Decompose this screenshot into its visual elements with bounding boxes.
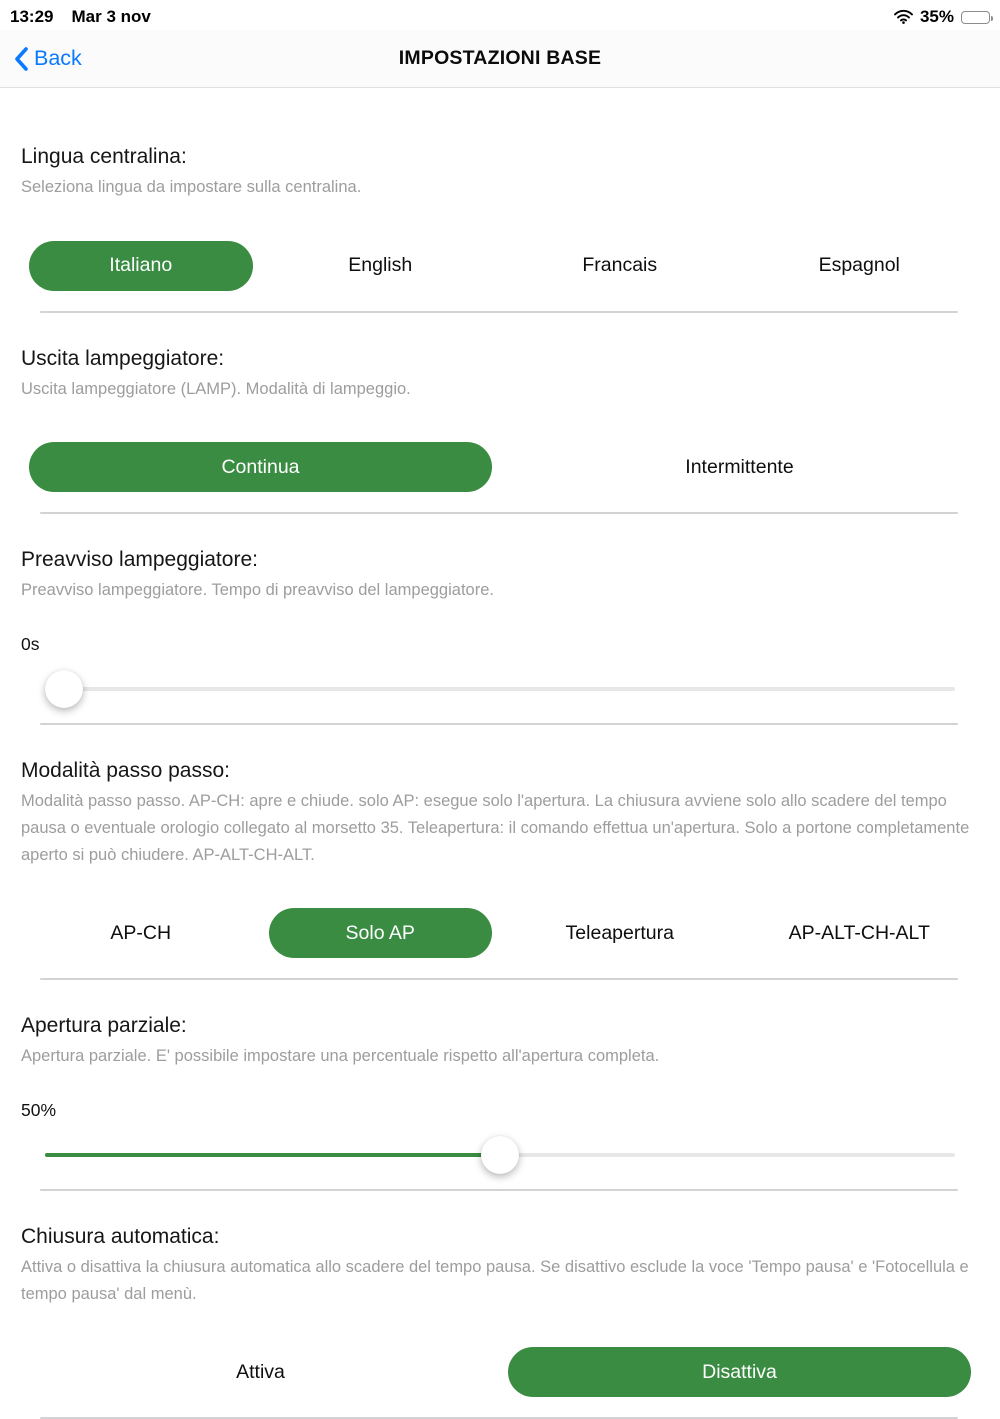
option-selected-solo-ap[interactable]: Solo AP bbox=[269, 908, 493, 958]
section-heading: Lingua centralina: bbox=[21, 145, 187, 168]
battery-cap bbox=[991, 16, 994, 21]
section-description: Attiva o disattiva la chiusura automatica allo scadere del tempo pausa. Se disattivo esclude la voce 'Tempo pausa' e 'Fotocellula e tempo pausa' dal menù. bbox=[21, 1258, 969, 1303]
option-english[interactable]: English bbox=[348, 254, 413, 277]
section-description: Apertura parziale. E' possibile impostare una percentuale rispetto all'apertura completa. bbox=[21, 1047, 660, 1066]
option-cell bbox=[261, 908, 501, 958]
segmented-control bbox=[21, 1347, 979, 1397]
section-description: Modalità passo passo. AP-CH: apre e chiude. solo AP: esegue solo l'apertura. La chiusura avviene solo allo scadere del tempo pausa o eventuale orologio collegato al morsetto 35. Teleapertura: il comando effettua un'apertura. Solo a portone completamente aperto si può chiudere. AP-ALT-CH-ALT. bbox=[21, 792, 970, 864]
option-intermittente[interactable]: Intermittente bbox=[685, 455, 794, 478]
status-bar bbox=[0, 0, 1000, 30]
nav-bar bbox=[0, 30, 1000, 88]
section-heading: Apertura parziale: bbox=[21, 1014, 187, 1038]
slider-fill bbox=[45, 1153, 500, 1157]
chevron-left-icon bbox=[14, 47, 28, 71]
section-description: Seleziona lingua da impostare sulla centralina. bbox=[21, 178, 362, 196]
option-ap-alt-ch-alt[interactable]: AP-ALT-CH-ALT bbox=[788, 921, 930, 944]
section-heading: Preavviso lampeggiatore: bbox=[21, 548, 258, 572]
option-ap-ch[interactable]: AP-CH bbox=[110, 921, 172, 944]
option-francais[interactable]: Francais bbox=[582, 254, 658, 277]
page-title: IMPOSTAZIONI BASE bbox=[398, 47, 602, 69]
section-heading: Chiusura automatica: bbox=[21, 1225, 220, 1249]
option-selected-italiano[interactable]: Italiano bbox=[29, 241, 253, 291]
battery-icon bbox=[961, 11, 990, 24]
option-cell bbox=[21, 908, 261, 958]
settings-content bbox=[0, 88, 1000, 1419]
slider-value-label: 0s bbox=[21, 634, 40, 655]
option-cell bbox=[740, 908, 980, 958]
segmented-control bbox=[21, 908, 979, 958]
slider-value-label: 50% bbox=[21, 1100, 57, 1121]
segmented-control bbox=[21, 241, 979, 291]
option-cell bbox=[500, 908, 740, 958]
slider-thumb[interactable] bbox=[481, 1136, 519, 1174]
section-heading: Uscita lampeggiatore: bbox=[21, 346, 225, 370]
option-cell bbox=[21, 442, 500, 492]
battery-percent: 35% bbox=[919, 7, 954, 26]
section-heading: Modalità passo passo: bbox=[21, 759, 230, 783]
back-label: Back bbox=[34, 46, 82, 70]
option-cell bbox=[500, 442, 979, 492]
slider-apertura-parziale[interactable] bbox=[45, 1135, 955, 1175]
section-modalit-passo-passo bbox=[21, 725, 979, 980]
option-cell bbox=[21, 1347, 500, 1397]
option-cell bbox=[500, 241, 740, 291]
option-teleapertura[interactable]: Teleapertura bbox=[565, 921, 674, 944]
option-espagnol[interactable]: Espagnol bbox=[818, 254, 900, 277]
section-description: Uscita lampeggiatore (LAMP). Modalità di lampeggio. bbox=[21, 379, 411, 398]
slider-thumb[interactable] bbox=[45, 670, 83, 708]
wifi-icon bbox=[894, 10, 913, 24]
option-cell bbox=[261, 241, 501, 291]
section-uscita-lampeggiatore bbox=[21, 313, 979, 515]
slider-preavviso-lampeggiatore[interactable] bbox=[45, 669, 955, 709]
section-apertura-parziale bbox=[21, 980, 979, 1191]
slider-track[interactable] bbox=[45, 687, 955, 691]
option-cell bbox=[21, 241, 261, 291]
segmented-control bbox=[21, 442, 979, 492]
section-chiusura-automatica bbox=[21, 1191, 979, 1419]
section-description: Preavviso lampeggiatore. Tempo di preavviso del lampeggiatore. bbox=[21, 581, 494, 600]
option-selected-disattiva[interactable]: Disattiva bbox=[508, 1347, 971, 1397]
option-cell bbox=[740, 241, 980, 291]
option-attiva[interactable]: Attiva bbox=[236, 1360, 285, 1383]
status-date: Mar 3 nov bbox=[71, 7, 151, 26]
section-preavviso-lampeggiatore bbox=[21, 514, 979, 725]
section-lingua-centralina bbox=[21, 88, 979, 313]
back-button[interactable] bbox=[14, 46, 82, 71]
option-selected-continua[interactable]: Continua bbox=[29, 442, 492, 492]
option-cell bbox=[500, 1347, 979, 1397]
status-time: 13:29 bbox=[10, 7, 54, 26]
